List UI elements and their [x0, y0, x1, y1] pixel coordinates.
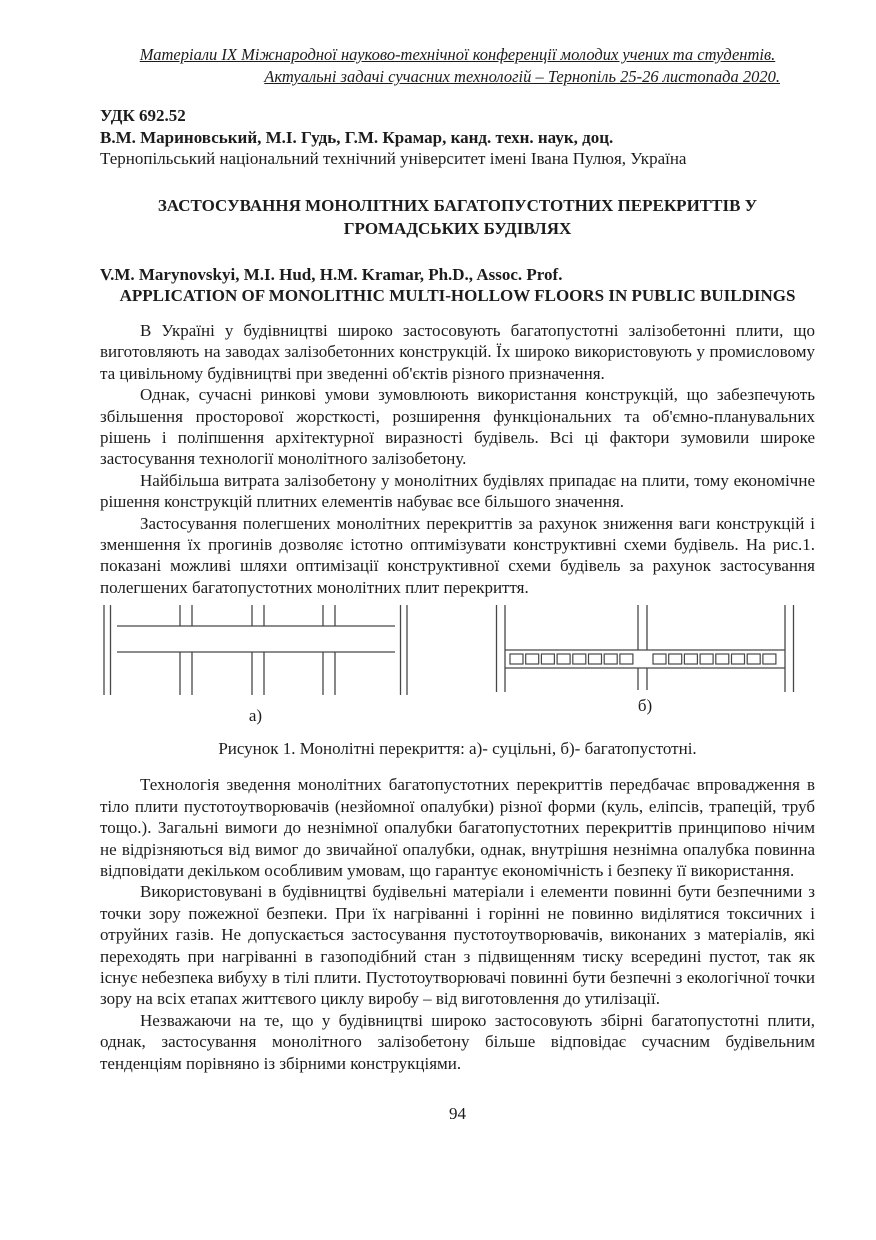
paragraph: Найбільша витрата залізобетону у монолітних будівлях припадає на плити, тому економічне рішення конструкцій плитних елементів набуває все більшого значення.	[100, 470, 815, 512]
paragraph: Незважаючи на те, що у будівництві широко застосовують збірні багатопустотні плити, однак, застосування монолітного залізобетону більше відповідає сучасним будівельним тенденціям порівняно із збірними конструкціями.	[100, 1010, 815, 1073]
paragraph: В Україні у будівництві широко застосовують багатопустотні залізобетонні плити, що виготовляють на заводах залізобетонних конструкцій. Їх широко використовують у промисловому та цивільному будівництві при зведенні об'єктів різного призначення.	[100, 321, 815, 383]
title-ukrainian: ЗАСТОСУВАННЯ МОНОЛІТНИХ БАГАТОПУСТОТНИХ ПЕРЕКРИТТІВ У ГРОМАДСЬКИХ БУДІВЛЯХ	[157, 195, 758, 238]
conference-details: Актуальні задачі сучасних технологій – Тернопіль 25-26 листопада 2020.	[264, 67, 780, 86]
title-english: APPLICATION OF MONOLITHIC MULTI-HOLLOW FLOORS IN PUBLIC BUILDINGS	[119, 286, 796, 305]
body-text-after-figure	[100, 774, 815, 1074]
conference-name: Матеріали IX Міжнародної науково-технічної конференції молодих учених та студентів.	[139, 45, 776, 64]
authors-ukrainian: В.М. Мариновський, М.І. Гудь, Г.М. Крамар, канд. техн. наук, доц.	[100, 127, 614, 147]
figure-1b-hollow-slab	[495, 605, 795, 716]
article-meta	[100, 105, 815, 170]
affiliation-ukrainian: Тернопільський національний технічний університет імені Івана Пулюя, Україна	[100, 149, 687, 168]
paragraph: Використовувані в будівництві будівельні матеріали і елементи повинні бути безпечними з точки зору пожежної безпеки. При їх нагріванні і горінні не повинно виділятися токсичних і отруйних газів. Не допускається застосування пустотоутворювачів, виконаних з матеріалів, які переходять при нагріванні в газоподібний стан з підвищенням тиску всередині пустот, так як існує небезпека вибуху в тілі плити. Пустотоутворювачі повинні бути безпечні з екологічної точки зору на всіх етапах життєвого циклу виробу – від виготовлення до утилізації.	[100, 882, 815, 1009]
body-text-before-figure	[100, 320, 815, 598]
figure-1a-solid-slab	[102, 605, 409, 726]
figure-1a-label: а)	[248, 706, 263, 726]
hollow-cores-right	[653, 654, 776, 664]
page-number: 94	[449, 1103, 466, 1123]
hollow-floor-diagram	[495, 605, 795, 693]
solid-floor-diagram	[102, 605, 409, 697]
figure-1b-label: б)	[637, 696, 653, 716]
figure-1-caption: Рисунок 1. Монолітні перекриття: а)- суцільні, б)- багатопустотні.	[218, 739, 697, 759]
paragraph: Технологія зведення монолітних багатопустотних перекриттів передбачає впровадження в тіло плити пустотоутворювачів (незйомної опалубки) різної форми (куль, еліпсів, трапецій, труб тощо.). Загальні вимоги до незнімної опалубки багатопустотних перекриттів принципово нічим не відрізняються від вимог до звичайної опалубки, однак, внутрішня незнімна опалубка повинна відповідати декільком особливим умовам, що гарантує економічність і безпеку її використання.	[100, 775, 815, 880]
paragraph: Застосування полегшених монолітних перекриттів за рахунок зниження ваги конструкцій і зменшення їх прогинів дозволяє істотно оптимізувати конструктивні схеми будівель. На рис.1. показані можливі шляхи оптимізації конструктивної схеми будівель за рахунок застосування полегшених багатопустотних монолітних плит перекриття.	[100, 513, 815, 597]
authors-english: V.M. Marynovskyi, M.I. Hud, H.M. Kramar, Ph.D., Assoc. Prof.	[100, 264, 563, 284]
paragraph: Однак, сучасні ринкові умови зумовлюють використання конструкцій, що забезпечують збільшення просторової жорсткості, розширення функціональних та об'ємно-планувальних рішень і поліпшення архітектурної виразності будівель. Всі ці фактори зумовили широке застосування технології монолітного залізобетону.	[100, 385, 815, 469]
figure-1	[102, 605, 815, 726]
conference-header	[100, 45, 815, 87]
hollow-cores-left	[510, 654, 633, 664]
udc-code: УДК 692.52	[100, 106, 186, 125]
